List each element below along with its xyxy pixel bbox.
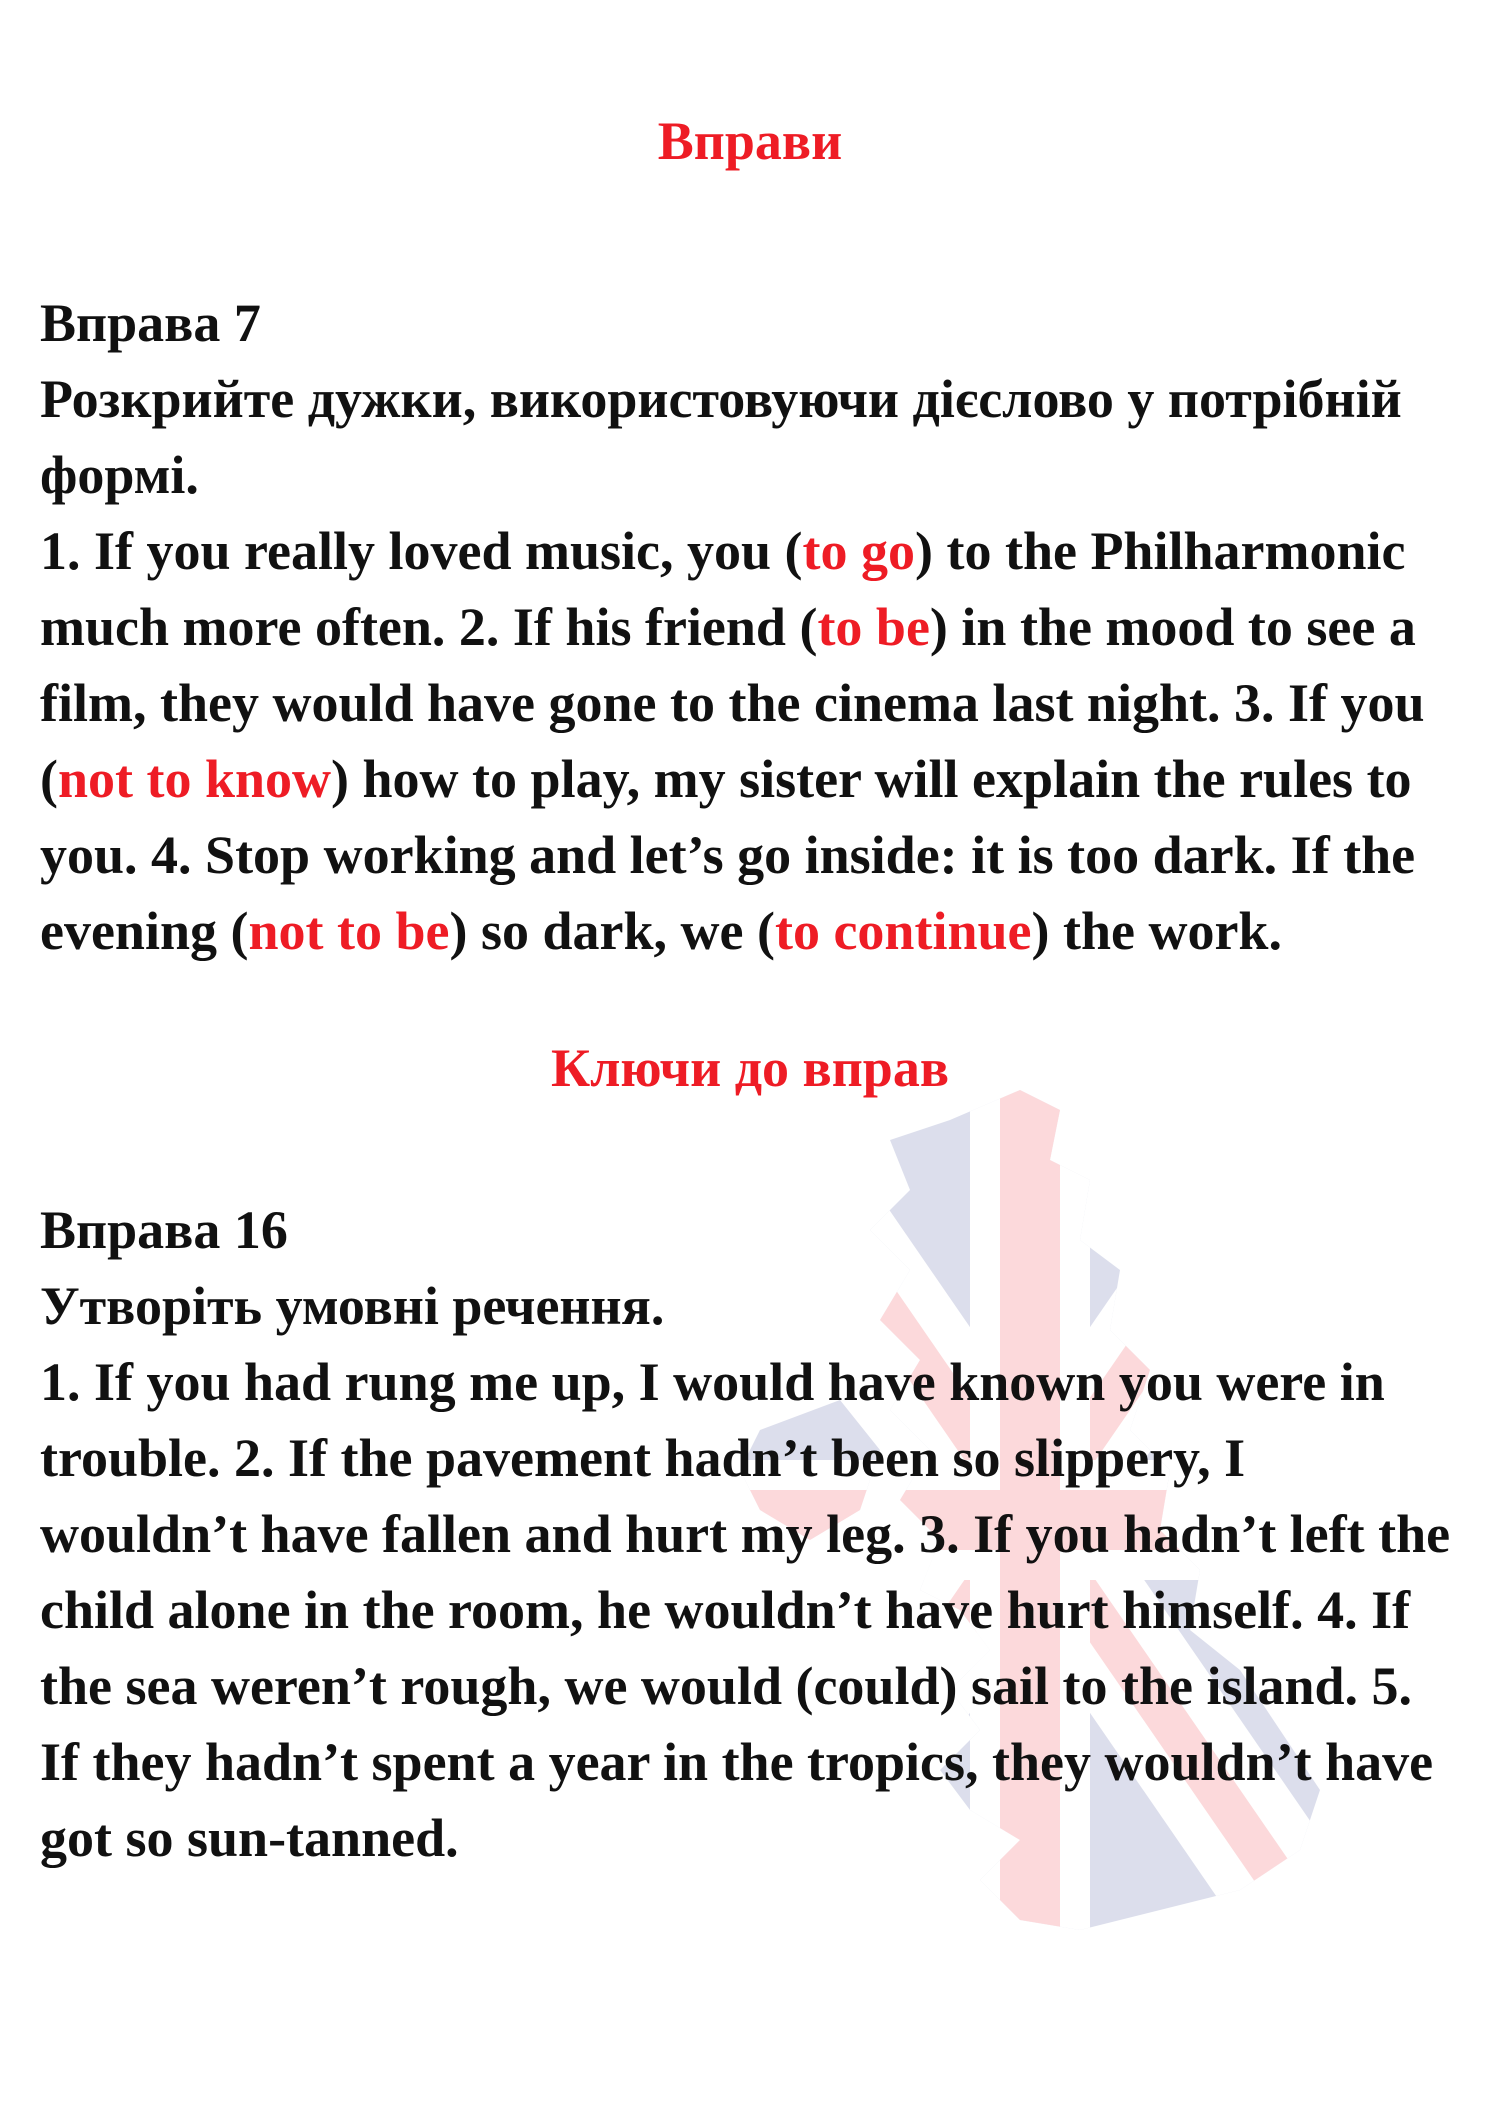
verb-prompt: to be <box>817 597 930 657</box>
exercise-16-text: 1. If you had rung me up, I would have known you were in trouble. 2. If the pavement hadn’t been so slippery, I wouldn’t have fallen and hurt my leg. 3. If you hadn’t left the child alone in the room, he wouldn’t have hurt himself. 4. If the sea weren’t rough, we would (could) sail to the island. 5. If they hadn’t spent a year in the tropics, they wouldn’t have got so sun-tanned. <box>40 1352 1451 1868</box>
heading-keys: Ключи до вправ <box>550 1038 949 1098</box>
sentence-text: ) the work. <box>1031 901 1282 961</box>
exercise-7-title: Вправа 7 <box>40 293 261 353</box>
sentence-text: 1. If you really loved music, you ( <box>40 521 803 581</box>
verb-prompt: to go <box>802 521 915 581</box>
sentence-text: ) how to play, my sister will explain the rules to you. 4. Stop working and let’s go inside: it is too dark. If the evening ( <box>40 749 1416 961</box>
heading-exercises: Вправи <box>657 111 843 171</box>
sentence-text: ) so dark, we ( <box>449 901 775 961</box>
exercise-7-text <box>40 513 1460 969</box>
sentence-text: ) to the Philharmonic much more often. 2. If his friend ( <box>40 521 1406 657</box>
verb-prompt: not to be <box>248 901 450 961</box>
sentence-text: ) in the mood to see a film, they would have gone to the cinema last night. 3. If you ( <box>40 597 1425 809</box>
exercise-16-title: Вправа 16 <box>40 1200 288 1260</box>
verb-prompt: not to know <box>57 749 332 809</box>
exercise-16-instruction: Утворіть умовні речення. <box>40 1276 665 1336</box>
verb-prompt: to continue <box>774 901 1032 961</box>
exercise-7-instruction: Розкрийте дужки, використовуючи дієслово у потрібній формі. <box>40 369 1402 505</box>
